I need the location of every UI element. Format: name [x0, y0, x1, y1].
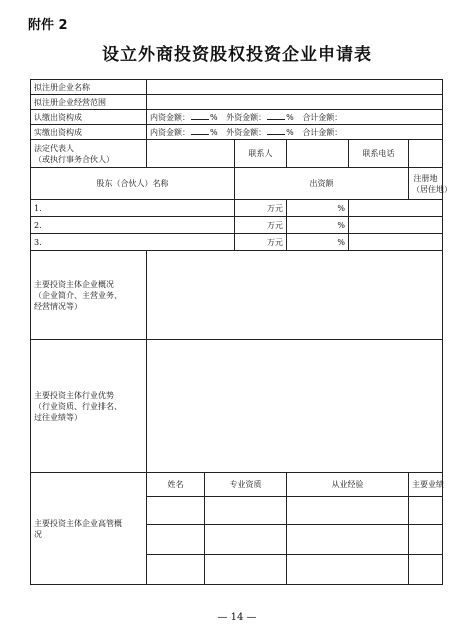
contact-phone-label: 联系电话	[349, 140, 409, 168]
capital-percent-cell[interactable]: %	[287, 217, 349, 234]
company-name-field[interactable]	[147, 80, 443, 95]
contact-phone-field[interactable]	[409, 140, 443, 168]
form-title: 设立外商投资股权投资企业申请表	[102, 45, 372, 65]
paid-capital-label: 实缴出资构成	[31, 125, 147, 140]
foreign-amount-label: 外资金额：	[226, 113, 267, 122]
executives-label	[31, 473, 147, 585]
row-business-scope	[31, 95, 443, 110]
foreign-amount-blank[interactable]	[267, 111, 285, 120]
industry-advantage-line2: （行业资质、行业排名、	[34, 401, 122, 411]
contact-person-label: 联系人	[235, 140, 287, 168]
investor-overview-line1: 主要投资主体企业概况	[34, 279, 114, 289]
subscribed-capital-label: 认缴出资构成	[31, 110, 147, 125]
domestic-amount-label: 内资金额：	[150, 113, 190, 122]
executive-name-cell[interactable]	[147, 525, 205, 555]
shareholder-row	[31, 217, 443, 234]
capital-percent-cell[interactable]: %	[287, 200, 349, 217]
paid-total-amount-group	[302, 127, 342, 138]
row-legal-representative	[31, 140, 443, 168]
investor-overview-line3: 经营情况等）	[34, 301, 82, 311]
subscribed-capital-field[interactable]	[147, 110, 443, 125]
attachment-label: 附件 2	[28, 18, 68, 33]
foreign-amount-group	[226, 111, 294, 123]
domestic-amount-blank[interactable]	[191, 111, 209, 120]
paid-foreign-amount-group	[226, 126, 294, 138]
capital-amount-cell[interactable]: 万元	[235, 200, 287, 217]
executive-performance-cell[interactable]	[409, 525, 443, 555]
legal-rep-label-line1: 法定代表人	[34, 143, 74, 153]
shareholder-name-cell[interactable]: 2.	[31, 217, 235, 234]
executive-qualification-cell[interactable]	[205, 497, 287, 525]
company-name-label: 拟注册企业名称	[31, 80, 147, 95]
business-scope-field[interactable]	[147, 95, 443, 110]
shareholder-address-cell[interactable]	[349, 234, 443, 251]
application-form-table	[30, 79, 452, 585]
industry-advantage-line3: 过往业绩等）	[34, 412, 82, 422]
legal-rep-field[interactable]	[147, 140, 235, 168]
shareholder-address-cell[interactable]	[349, 200, 443, 217]
contact-person-field[interactable]	[287, 140, 349, 168]
investor-overview-label	[31, 251, 147, 340]
executive-qualification-cell[interactable]	[205, 525, 287, 555]
capital-amount-cell[interactable]: 万元	[235, 217, 287, 234]
executives-label-line2: 况	[34, 529, 42, 539]
page-number: — 14 —	[217, 612, 257, 623]
executive-performance-cell[interactable]	[409, 497, 443, 525]
industry-advantage-line1: 主要投资主体行业优势	[34, 390, 114, 400]
industry-advantage-field[interactable]	[147, 340, 443, 473]
paid-capital-field[interactable]	[147, 125, 443, 140]
capital-percent-cell[interactable]: %	[287, 234, 349, 251]
paid-foreign-percent-sign: %	[286, 128, 294, 137]
row-investor-overview	[31, 251, 443, 340]
industry-advantage-label	[31, 340, 147, 473]
row-paid-capital	[31, 125, 443, 140]
registered-address-header	[409, 168, 452, 200]
executive-experience-cell[interactable]	[287, 525, 409, 555]
executive-performance-header: 主要业绩	[409, 473, 443, 497]
paid-domestic-amount-group	[150, 126, 218, 138]
shareholder-name-cell[interactable]: 1.	[31, 200, 235, 217]
shareholder-row	[31, 200, 443, 217]
shareholder-name-header: 股东（合伙人）名称	[31, 168, 235, 200]
registered-address-header-line1: 注册地	[413, 173, 438, 183]
executives-header-row	[31, 473, 443, 497]
executive-name-cell[interactable]	[147, 497, 205, 525]
row-industry-advantage	[31, 340, 443, 473]
executives-label-line1: 主要投资主体企业高管概	[34, 518, 122, 528]
domestic-amount-group	[150, 111, 218, 123]
capital-contribution-header: 出资额	[235, 168, 409, 200]
executive-performance-cell[interactable]	[409, 555, 443, 585]
shareholder-address-cell[interactable]	[349, 217, 443, 234]
registered-address-header-line2: （居住地）	[412, 184, 452, 194]
legal-rep-label-line2: （或执行事务合伙人）	[34, 154, 114, 164]
capital-amount-cell[interactable]: 万元	[235, 234, 287, 251]
paid-domestic-percent-sign: %	[210, 128, 218, 137]
paid-foreign-amount-blank[interactable]	[267, 126, 285, 135]
executive-qualification-header: 专业资质	[205, 473, 287, 497]
paid-domestic-amount-label: 内资金额：	[150, 128, 190, 137]
paid-foreign-amount-label: 外资金额：	[226, 128, 267, 137]
paid-total-amount-label: 合计金额：	[302, 128, 343, 137]
total-amount-group	[302, 112, 342, 123]
legal-rep-label	[31, 140, 147, 168]
foreign-percent-sign: %	[286, 113, 294, 122]
row-subscribed-capital	[31, 110, 443, 125]
domestic-percent-sign: %	[210, 113, 218, 122]
total-amount-label: 合计金额：	[302, 113, 343, 122]
executive-qualification-cell[interactable]	[205, 555, 287, 585]
executive-name-cell[interactable]	[147, 555, 205, 585]
row-company-name	[31, 80, 443, 95]
shareholders-header-row	[31, 168, 443, 200]
executive-experience-cell[interactable]	[287, 555, 409, 585]
shareholder-name-cell[interactable]: 3.	[31, 234, 235, 251]
paid-domestic-amount-blank[interactable]	[191, 126, 209, 135]
business-scope-label: 拟注册企业经营范围	[31, 95, 147, 110]
investor-overview-field[interactable]	[147, 251, 443, 340]
executive-experience-header: 从业经验	[287, 473, 409, 497]
executive-experience-cell[interactable]	[287, 497, 409, 525]
shareholder-row	[31, 234, 443, 251]
investor-overview-line2: （企业简介、主营业务、	[34, 290, 122, 300]
executive-name-header: 姓名	[147, 473, 205, 497]
